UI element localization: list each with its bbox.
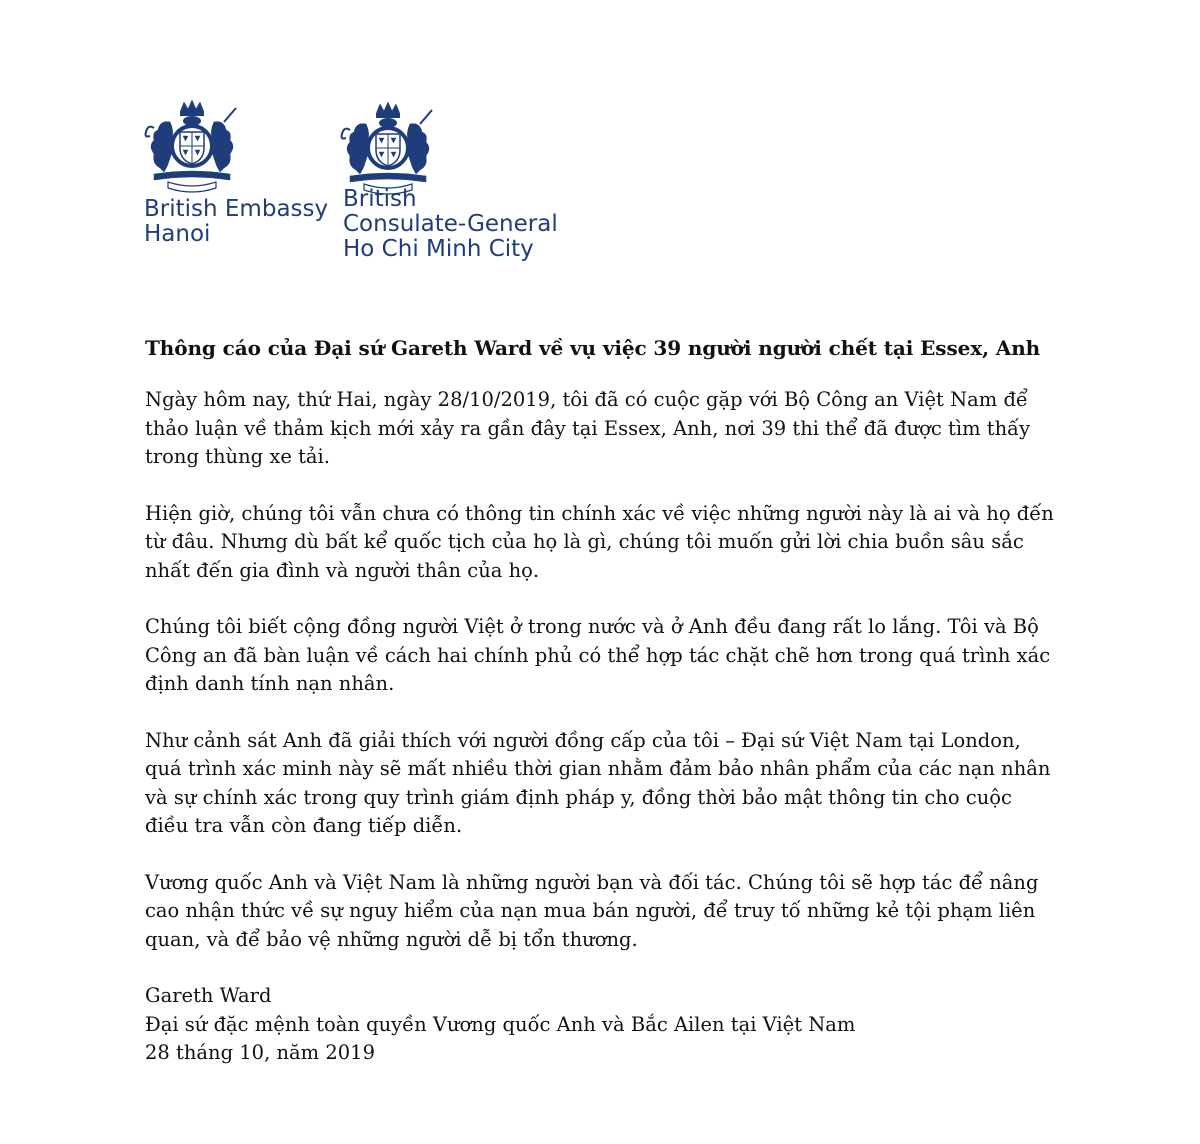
consulate-name-line-2: Consulate-General [343, 211, 558, 237]
statement-body [145, 334, 1105, 1068]
consulate-name-line-1: British [343, 186, 417, 212]
paragraph-line: điều tra vẫn còn đang tiếp diễn. [145, 814, 463, 837]
consulate-city-line: Ho Chi Minh City [343, 236, 534, 262]
embassy-name [144, 197, 328, 247]
paragraph-line: Công an đã bàn luận về cách hai chính phủ có thể hợp tác chặt chẽ hơn trong quá trình xác [145, 643, 1051, 667]
paragraph-1 [145, 386, 1105, 472]
signatory-name: Gareth Ward [145, 984, 272, 1007]
royal-coat-of-arms-icon [140, 98, 244, 194]
paragraph-line: định danh tính nạn nhân. [145, 672, 395, 695]
paragraph-line: quá trình xác minh này sẽ mất nhiều thời gian nhằm đảm bảo nhân phẩm của các nạn nhân [145, 757, 1051, 780]
paragraph-line: quan, và để bảo vệ những người dễ bị tổn thương. [145, 927, 638, 951]
paragraph-line: Chúng tôi biết cộng đồng người Việt ở trong nước và ở Anh đều đang rất lo lắng. Tôi và Bộ [145, 615, 1039, 638]
statement-date: 28 tháng 10, năm 2019 [145, 1041, 375, 1064]
paragraph-line: cao nhận thức về sự nguy hiểm của nạn mua bán người, để truy tố những kẻ tội phạm liên [145, 899, 1036, 922]
paragraph-line: Ngày hôm nay, thứ Hai, ngày 28/10/2019, tôi đã có cuộc gặp với Bộ Công an Việt Nam để [145, 388, 1028, 411]
paragraph-line: trong thùng xe tải. [145, 445, 330, 468]
embassy-name-line: British Embassy [144, 196, 329, 222]
letterhead [140, 98, 600, 278]
statement-title: Thông cáo của Đại sứ Gareth Ward về vụ việc 39 người người chết tại Essex, Anh [145, 336, 1041, 360]
consulate-name [343, 187, 558, 262]
paragraph-4 [145, 727, 1105, 841]
paragraph-line: Như cảnh sát Anh đã giải thích với người đồng cấp của tôi – Đại sứ Việt Nam tại London, [145, 728, 1021, 752]
signatory-position: Đại sứ đặc mệnh toàn quyền Vương quốc Anh và Bắc Ailen tại Việt Nam [145, 1012, 856, 1036]
paragraph-line: nhất đến gia đình và người thân của họ. [145, 558, 540, 582]
embassy-city-line: Hanoi [144, 221, 211, 247]
paragraph-line: Vương quốc Anh và Việt Nam là những người bạn và đối tác. Chúng tôi sẽ hợp tác để nâng [145, 870, 1039, 894]
royal-coat-of-arms-icon [336, 100, 440, 196]
paragraph-line: từ đâu. Nhưng dù bất kể quốc tịch của họ là gì, chúng tôi muốn gửi lời chia buồn sâu sắc [145, 530, 1024, 553]
paragraph-5 [145, 869, 1105, 955]
signature-block [145, 982, 1105, 1068]
paragraph-line: và sự chính xác trong quy trình giám định pháp y, đồng thời bảo mật thông tin cho cuộc [145, 785, 1012, 809]
paragraph-line: Hiện giờ, chúng tôi vẫn chưa có thông tin chính xác về việc những người này là ai và họ đến [145, 501, 1054, 525]
paragraph-2 [145, 500, 1105, 586]
paragraph-3 [145, 613, 1105, 699]
paragraph-line: thảo luận về thảm kịch mới xảy ra gần đây tại Essex, Anh, nơi 39 thi thể đã được tìm thấy [145, 416, 1031, 440]
